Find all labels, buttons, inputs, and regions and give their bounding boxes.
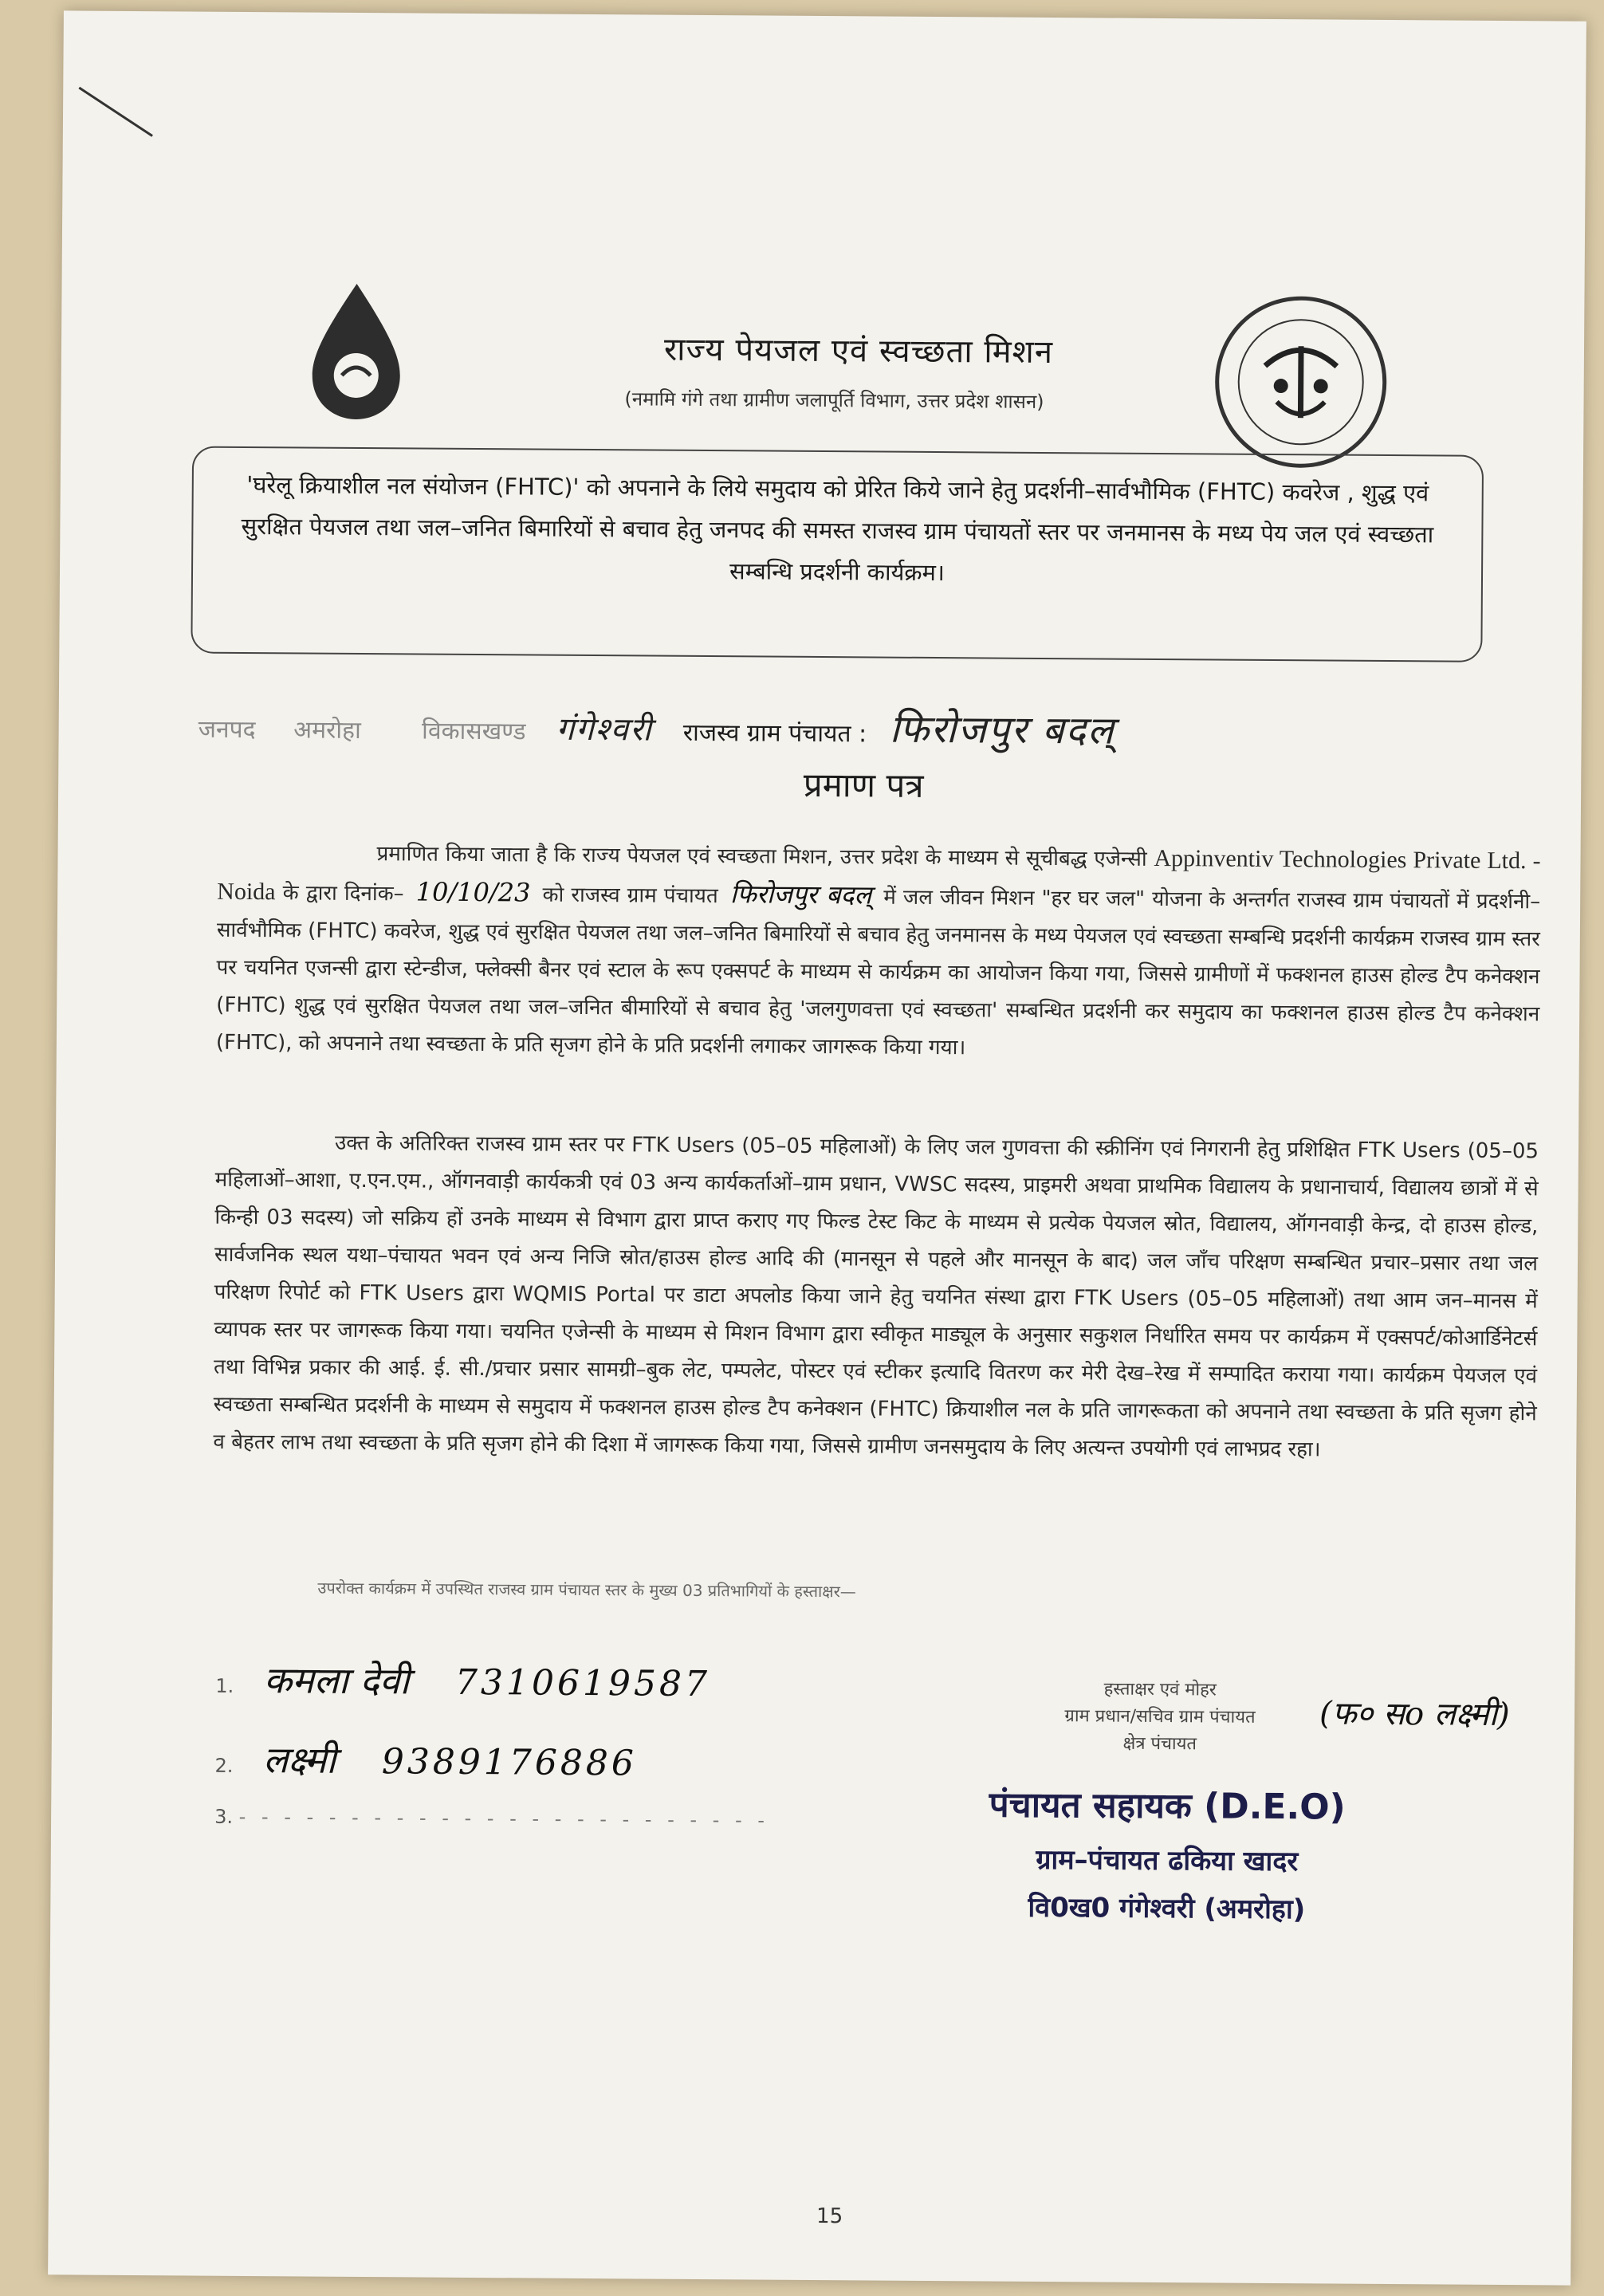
district-label: जनपद: [198, 715, 256, 745]
para1-body: में जल जीवन मिशन "हर घर जल" योजना के अन्तर्गत राजस्व ग्राम पंचायतों में प्रदर्शनी–सार्वभौमिक (FHTC) कवरेज, शुद्ध एवं सुरक्षित पेयजल तथा जल–जनित बिमारियों से बचाव हेतु जनमानस के मध्य पेयजल एवं स्वच्छता सम्बन्धि प्रदर्शनी कार्यक्रम राजस्व ग्राम स्तर पर चयनित एजन्सी द्वारा स्टेन्डीज, फ्लेक्सी बैनर एवं स्टाल के रूप एक्सपर्ट के माध्यम से कार्यक्रम का आयोजन किया गया, जिससे ग्रामीणों में फक्शनल हाउस होल्ड टैप कनेक्शन (FHTC) शुद्ध एवं सुरक्षित पेयजल तथा जल–जनित बीमारियों से बचाव हेतु 'जलगुणवत्ता एवं स्वच्छता' सम्बन्धित प्रदर्शनी कर समुदाय का फक्शनल हाउस होल्ड टैप कनेक्शन (FHTC), को अपनाने तथा स्वच्छता के प्रति सृजग होने के प्रति प्रदर्शनी लगाकर जागरूक किया गया।: [215, 885, 1541, 1060]
certificate-paragraph-1: [216, 833, 1541, 1071]
participants-note: उपरोक्त कार्यक्रम में उपस्थित राजस्व ग्राम पंचायत स्तर के मुख्य 03 प्रतिभागियों के हस्ताक्षर—: [317, 1578, 856, 1602]
location-line: [198, 698, 1553, 759]
participant-index: 2.: [214, 1754, 234, 1777]
district-value: अमरोहा: [293, 716, 361, 745]
participant-signature-row: [214, 1734, 932, 1788]
pen-mark: [78, 87, 152, 137]
state-emblem-icon: [1209, 289, 1394, 474]
participant-index: 3.: [214, 1805, 234, 1828]
block-label: विकासखण्ड: [422, 717, 526, 746]
participant-name: लक्ष्मी: [262, 1738, 336, 1782]
stamp-line-3: वि0ख0 गंगेश्वरी (अमरोहा): [1028, 1891, 1306, 1926]
participant-phone: 9389176886: [381, 1741, 638, 1784]
official-stamp: [927, 1779, 1406, 1927]
panchayat-label: राजस्व ग्राम पंचायत :: [682, 718, 867, 749]
blank-signature-line: - - - - - - - - - - - - - - - - - - - - - - - -: [238, 1805, 770, 1832]
certificate-title: प्रमाण पत्र: [803, 765, 924, 805]
certificate-paragraph-2: उक्त के अतिरिक्त राजस्व ग्राम स्तर पर FTK Users (05–05 महिलाओं) के लिए जल गुणवत्ता की स्क्रीनिंग एवं निगरानी हेतु प्रशिक्षित FTK Users (05–05 महिलाओं–आशा, ए.एन.एम., ऑगनवाड़ी कार्यकत्री एवं 03 अन्य कार्यकर्ताओं–ग्राम प्रधान, VWSC सदस्य, प्राइमरी अथवा प्राथमिक विद्यालय के प्रधानाचार्य, विद्यालय छात्रों में से किन्ही 03 सदस्य) जो सक्रिय हों उनके माध्यम से विभाग द्वारा प्राप्त कराए गए फिल्ड टेस्ट किट के माध्यम से प्रत्येक पेयजल स्रोत, विद्यालय, ऑगनवाड़ी केन्द्र, दो हाउस होल्ड, सार्वजनिक स्थल यथा–पंचायत भवन एवं अन्य निजि स्रोत/हाउस होल्ड आदि की (मानसून से पहले और मानसून के बाद) जल जाँच परिक्षण सम्बन्धित प्रचार–प्रसार तथा जल परिक्षण रिपोर्ट को FTK Users द्वारा WQMIS Portal पर डाटा अपलोड किया जाने हेतु चयनित संस्था द्वारा FTK Users (05–05 महिलाओं) तथा आम जन–मानस में व्यापक स्तर पर जागरूक किया गया। चयनित एजेन्सी के माध्यम से मिशन विभाग द्वारा स्वीकृत माड्यूल के अनुसार सकुशल निर्धारित समय पर कार्यक्रम में एक्सपर्ट/कोआर्डिनेटर्स तथा विभिन्न प्रकार की आई. ई. सी./प्रचार प्रसार सामग्री–बुक लेट, पम्पलेट, पोस्टर एवं स्टीकर इत्यादि वितरण कर मेरी देख–रेख में सम्पादित कराया गया। कार्यक्रम पेयजल एवं स्वच्छता सम्बन्धित प्रदर्शनी के माध्यम से समुदाय में फक्शनल हाउस होल्ड टैप कनेक्शन (FHTC) क्रियाशील नल के प्रति जागरूकता को अपनाने तथा स्वच्छता के प्रति सृजग होने व बेहतर लाभ तथा स्वच्छता के प्रति सृजग होने की दिशा में जागरूक किया गया, जिससे ग्रामीण जनसमुदाय के लिए अत्यन्त उपयोगी एवं लाभप्रद रहा।: [213, 1130, 1539, 1462]
participant-phone: 7310619587: [454, 1661, 711, 1705]
block-value: गंगेश्वरी: [556, 710, 653, 749]
office-line-3: क्षेत्र पंचायत: [1122, 1733, 1197, 1755]
document-page: [48, 10, 1586, 2285]
para1-at-panchayat: को राजस्व ग्राम पंचायत: [542, 883, 718, 909]
participant-name: कमला देवी: [263, 1658, 410, 1703]
participant-index: 1.: [215, 1674, 234, 1697]
office-line-2: ग्राम प्रधान/सचिव ग्राम पंचायत: [1064, 1706, 1256, 1728]
water-drop-logo-icon: [276, 275, 436, 435]
page-number: 15: [816, 2204, 843, 2229]
program-description: 'घरेलू क्रियाशील नल संयोजन (FHTC)' को अपनाने के लिये समुदाय को प्रेरित किये जाने हेतु प्रदर्शनी–सार्वभौमिक (FHTC) कवरेज , शुद्ध एवं सुरक्षित पेयजल तथा जल–जनित बिमारियों से बचाव हेतु जनपद की समस्त राजस्व ग्राम पंचायतों स्तर पर जनमानस के मध्य पेय जल एवं स्वच्छता सम्बन्धि प्रदर्शनी कार्यक्रम।: [241, 470, 1434, 587]
stamp-line-2: ग्राम–पंचायत ढकिया खादर: [1036, 1843, 1299, 1878]
stamp-line-1: पंचायत सहायक (D.E.O): [989, 1784, 1346, 1828]
department-subtitle: (नमामि गंगे तथा ग्रामीण जलापूर्ति विभाग, उत्तर प्रदेश शासन): [624, 387, 1044, 413]
agency-name: Appinventiv Technologies Private Ltd. - Noida: [217, 844, 1541, 906]
office-line-1: हस्ताक्षर एवं मोहर: [1103, 1679, 1217, 1700]
participant-signature-row: [214, 1806, 932, 1833]
participant-signature-row: [215, 1654, 933, 1708]
program-date: 10/10/23: [415, 876, 531, 908]
official-signature-block: [1001, 1676, 1320, 1759]
para1-intro: प्रमाणित किया जाता है कि राज्य पेयजल एवं स्वच्छता मिशन, उत्तर प्रदेश के माध्यम से सूचीबद्ध एजेन्सी: [376, 842, 1147, 871]
official-handwritten-name: (फ० सo लक्ष्मी): [1319, 1695, 1510, 1734]
para1-panchayat-handwritten: फिरोजपुर बदल्: [729, 879, 872, 910]
program-description-box: [191, 446, 1484, 662]
panchayat-value: फिरोजपुर बदल्: [889, 706, 1115, 753]
mission-title: राज्य पेयजल एवं स्वच्छता मिशन: [663, 331, 1054, 372]
para1-by-date: के द्वारा दिनांक–: [282, 881, 404, 906]
